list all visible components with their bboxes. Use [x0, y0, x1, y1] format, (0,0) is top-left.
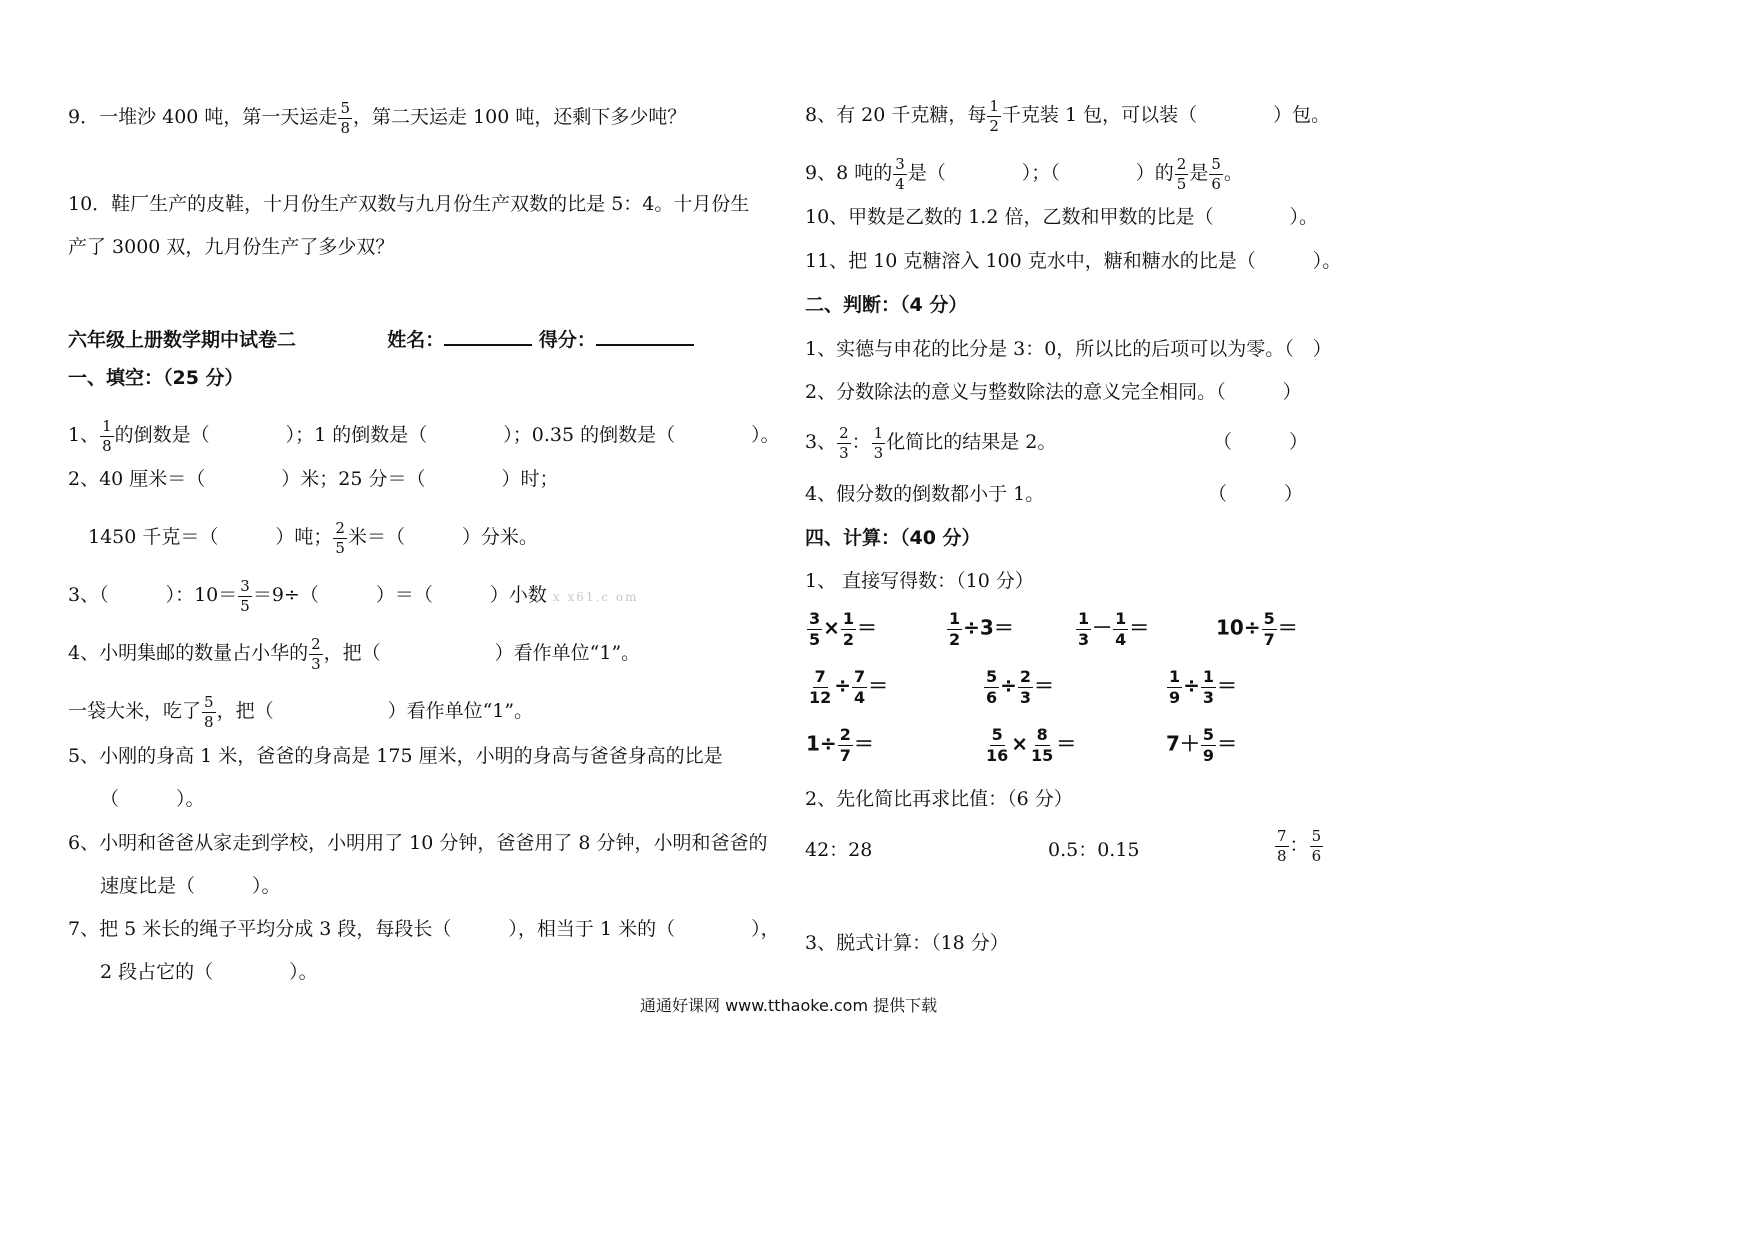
fraction: $\frac{2}{5}$	[1176, 155, 1187, 193]
calc-ratio-title: 2、先化简比再求比值：（6 分）	[805, 788, 1073, 810]
calc-expression: $\frac{1}{3}$ － $\frac{1}{4}$ ＝	[1078, 609, 1150, 649]
footer-source: 通通好课网 www.tthaoke.com 提供下载	[640, 996, 938, 1015]
fraction: $\frac{3}{5}$	[240, 577, 250, 615]
calc-direct-title: 1、 直接写得数：（10 分）	[805, 570, 1034, 592]
watermark-text: x x61.c om	[552, 590, 639, 604]
fill-question-3: 3、（ ）：10＝ $\frac{3}{5}$ ＝9÷（ ）＝（ ）小数 x x61.c om	[68, 577, 639, 615]
fill-question-6-line1: 6、小明和爸爸从家走到学校，小明用了 10 分钟，爸爸用了 8 分钟，小明和爸爸的	[68, 832, 768, 854]
fill-question-7-line1: 7、把 5 米长的绳子平均分成 3 段，每段长（ ），相当于 1 米的（ ），	[68, 918, 780, 940]
judgment-3-answer: （ ）	[1213, 431, 1309, 453]
judgment-3: 3、 $\frac{2}{3}$ ： $\frac{1}{3}$ 化简比的结果是 2。	[805, 424, 1057, 462]
calc-expression: 7＋ $\frac{5}{9}$ ＝	[1166, 725, 1238, 765]
calc-expression: 10÷ $\frac{5}{7}$ ＝	[1216, 609, 1298, 649]
judgment-4: 4、假分数的倒数都小于 1。	[805, 483, 1045, 505]
score-label: 得分：	[538, 329, 596, 351]
fill-question-1: 1、 $\frac{1}{8}$ 的倒数是（ ）；1 的倒数是（ ）；0.35 的倒数是（ ）。	[68, 417, 780, 455]
calc-stepwise-title: 3、脱式计算：（18 分）	[805, 932, 1009, 954]
fill-question-4-line2: 一袋大米，吃了 $\frac{5}{8}$ ，把（ ）看作单位“1”。	[68, 693, 534, 731]
fill-question-2-line2: 1450 千克＝（ ）吨； $\frac{2}{5}$ 米＝（ ）分米。	[88, 519, 538, 557]
exam-header	[68, 326, 694, 350]
fill-question-5-line1: 5、小刚的身高 1 米，爸爸的身高是 175 厘米，小明的身高与爸爸身高的比是	[68, 745, 723, 767]
ratio-item-3: $\frac{7}{8}$ ： $\frac{5}{6}$	[1277, 827, 1322, 865]
fraction: $\frac{1}{8}$	[102, 417, 112, 455]
section-fill-blank: 一、填空：（25 分）	[68, 367, 244, 389]
ratio-item-2: 0.5：0.15	[1048, 839, 1140, 861]
fraction: $\frac{2}{5}$	[335, 519, 345, 557]
fill-question-2-line1: 2、40 厘米＝（ ）米；25 分＝（ ）时；	[68, 468, 559, 490]
name-label: 姓名：	[387, 329, 445, 351]
fill-question-4-line1: 4、小明集邮的数量占小华的 $\frac{2}{3}$ ，把（ ）看作单位“1”。	[68, 635, 641, 673]
question-10-line1: 10．鞋厂生产的皮鞋，十月份生产双数与九月份生产双数的比是 5：4。十月份生	[68, 193, 750, 215]
fraction: $\frac{3}{4}$	[895, 155, 905, 193]
fraction: $\frac{1}{3}$	[873, 424, 884, 462]
fraction: $\frac{5}{6}$	[1211, 155, 1221, 193]
fill-question-9-right: 9、8 吨的 $\frac{3}{4}$ 是（ ）；（ ）的 $\frac{2}{5}$ 是 $\frac{5}{6}$ 。	[805, 155, 1243, 193]
score-blank[interactable]	[596, 326, 694, 346]
judgment-2: 2、分数除法的意义与整数除法的意义完全相同。（ ）	[805, 381, 1302, 403]
fraction: $\frac{5}{8}$	[340, 99, 350, 137]
name-blank[interactable]	[444, 326, 532, 346]
fraction: $\frac{1}{2}$	[989, 97, 999, 135]
calc-expression: $\frac{3}{5}$ × $\frac{1}{2}$ ＝	[809, 609, 878, 649]
calc-expression: 1÷ $\frac{2}{7}$ ＝	[806, 725, 874, 765]
question-9: 9．一堆沙 400 吨，第一天运走 $\frac{5}{8}$ ，第二天运走 100 吨，还剩下多少吨？	[68, 99, 687, 137]
judgment-4-answer: （ ）	[1208, 483, 1304, 505]
fill-question-8: 8、有 20 千克糖，每 $\frac{1}{2}$ 千克装 1 包，可以装（ ）包。	[805, 97, 1331, 135]
fill-question-11-right: 11、把 10 克糖溶入 100 克水中，糖和糖水的比是（ ）。	[805, 250, 1342, 272]
section-calculation: 四、计算：（40 分）	[805, 527, 981, 549]
fill-question-7-line2: 2 段占它的（ ）。	[100, 961, 318, 983]
calc-expression: $\frac{7}{12}$ ÷ $\frac{7}{4}$ ＝	[809, 667, 889, 707]
calc-expression: $\frac{5}{16}$ × $\frac{8}{15}$ ＝	[986, 725, 1077, 765]
fraction: $\frac{2}{3}$	[839, 424, 849, 462]
fraction: $\frac{2}{3}$	[311, 635, 321, 673]
fill-question-6-line2: 速度比是（ ）。	[100, 875, 281, 897]
judgment-1: 1、实德与申花的比分是 3：0，所以比的后项可以为零。（ ）	[805, 338, 1332, 360]
fill-question-10-right: 10、甲数是乙数的 1.2 倍，乙数和甲数的比是（ ）。	[805, 206, 1318, 228]
section-judgment: 二、判断：（4 分）	[805, 294, 968, 316]
ratio-item-1: 42：28	[805, 839, 873, 861]
calc-expression: $\frac{1}{2}$ ÷3＝	[949, 609, 1014, 649]
calc-expression: $\frac{1}{9}$ ÷ $\frac{1}{3}$ ＝	[1169, 667, 1238, 707]
exam-title: 六年级上册数学期中试卷二	[68, 329, 297, 351]
question-10-line2: 产了 3000 双，九月份生产了多少双？	[68, 236, 395, 258]
fill-question-5-line2: （ ）。	[100, 788, 205, 810]
calc-expression: $\frac{5}{6}$ ÷ $\frac{2}{3}$ ＝	[986, 667, 1055, 707]
fraction: $\frac{5}{8}$	[204, 693, 214, 731]
